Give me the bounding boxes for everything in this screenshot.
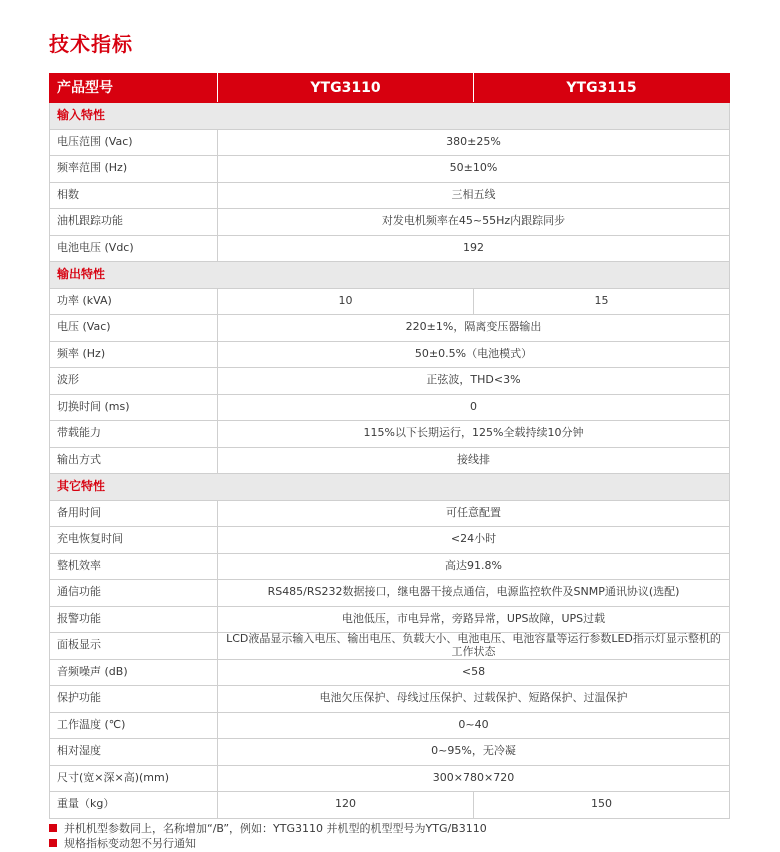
spec-label: 切换时间 (ms) [50,394,218,421]
section-title: 输出特性 [50,262,730,289]
spec-label: 频率范围 (Hz) [50,156,218,183]
spec-value: 300×780×720 [218,765,730,792]
spec-value: 接线排 [218,447,730,474]
spec-value: 可任意配置 [218,500,730,527]
spec-label: 充电恢复时间 [50,527,218,554]
spec-label: 工作温度 (℃) [50,712,218,739]
footnote-text: 并机机型参数同上，名称增加“/B”，例如：YTG3110 并机型的机型型号为YTG/B3110 [64,822,487,835]
spec-value: 对发电机频率在45~55Hz内跟踪同步 [218,209,730,236]
spec-row [50,341,730,368]
spec-row [50,792,730,819]
page-title: 技术指标 [49,32,133,56]
spec-row [50,315,730,342]
footnote [49,821,487,836]
spec-label: 整机效率 [50,553,218,580]
square-bullet-icon [49,839,57,847]
spec-row [50,129,730,156]
spec-label: 输出方式 [50,447,218,474]
spec-row [50,580,730,607]
section-row [50,103,730,130]
spec-body [50,103,730,819]
spec-value: 380±25% [218,129,730,156]
spec-row [50,686,730,713]
spec-value: 0 [218,394,730,421]
spec-value: 120 [218,792,474,819]
footnotes [49,821,487,851]
spec-row [50,288,730,315]
spec-value: 192 [218,235,730,262]
spec-row [50,368,730,395]
spec-label: 音频噪声 (dB) [50,659,218,686]
spec-row [50,765,730,792]
spec-row [50,500,730,527]
square-bullet-icon [49,824,57,832]
spec-row [50,633,730,660]
spec-value: 三相五线 [218,182,730,209]
section-title: 其它特性 [50,474,730,501]
spec-label: 油机跟踪功能 [50,209,218,236]
spec-row [50,447,730,474]
spec-label: 波形 [50,368,218,395]
header-model: YTG3115 [474,74,730,103]
spec-label: 报警功能 [50,606,218,633]
spec-table [49,73,730,819]
spec-value: 150 [474,792,730,819]
spec-row [50,527,730,554]
spec-row [50,659,730,686]
spec-row [50,394,730,421]
footnote [49,836,487,851]
spec-label: 重量（kg） [50,792,218,819]
spec-value: 高达91.8% [218,553,730,580]
spec-label: 频率 (Hz) [50,341,218,368]
spec-value: 50±10% [218,156,730,183]
spec-row [50,182,730,209]
footnote-text: 规格指标变动恕不另行通知 [64,837,196,850]
spec-value: LCD液晶显示输入电压、输出电压、负载大小、电池电压、电池容量等运行参数LED指示灯显示整机的工作状态 [218,633,730,660]
spec-label: 相数 [50,182,218,209]
spec-row [50,235,730,262]
header-model: YTG3110 [218,74,474,103]
section-row [50,262,730,289]
spec-label: 功率 (kVA) [50,288,218,315]
spec-label: 电池电压 (Vdc) [50,235,218,262]
spec-value: <58 [218,659,730,686]
section-row [50,474,730,501]
section-title: 输入特性 [50,103,730,130]
spec-label: 尺寸(宽×深×高)(mm) [50,765,218,792]
spec-value: 115%以下长期运行，125%全载持续10分钟 [218,421,730,448]
spec-row [50,553,730,580]
spec-label: 面板显示 [50,633,218,660]
spec-row [50,739,730,766]
header-label: 产品型号 [50,74,218,103]
spec-row [50,421,730,448]
spec-label: 带载能力 [50,421,218,448]
spec-value: 正弦波，THD<3% [218,368,730,395]
spec-label: 备用时间 [50,500,218,527]
spec-value: 0~95%，无冷凝 [218,739,730,766]
spec-value: <24小时 [218,527,730,554]
spec-value: 0~40 [218,712,730,739]
spec-row [50,209,730,236]
spec-value: 10 [218,288,474,315]
spec-label: 电压范围 (Vac) [50,129,218,156]
spec-label: 电压 (Vac) [50,315,218,342]
spec-label: 相对湿度 [50,739,218,766]
spec-value: 50±0.5%（电池模式） [218,341,730,368]
header-row [50,74,730,103]
spec-row [50,156,730,183]
spec-label: 通信功能 [50,580,218,607]
spec-value: 电池欠压保护、母线过压保护、过载保护、短路保护、过温保护 [218,686,730,713]
spec-value: 220±1%，隔离变压器输出 [218,315,730,342]
spec-value: RS485/RS232数据接口，继电器干接点通信，电源监控软件及SNMP通讯协议(选配) [218,580,730,607]
spec-label: 保护功能 [50,686,218,713]
spec-value: 15 [474,288,730,315]
spec-row [50,712,730,739]
spec-row [50,606,730,633]
spec-value: 电池低压，市电异常，旁路异常，UPS故障，UPS过载 [218,606,730,633]
